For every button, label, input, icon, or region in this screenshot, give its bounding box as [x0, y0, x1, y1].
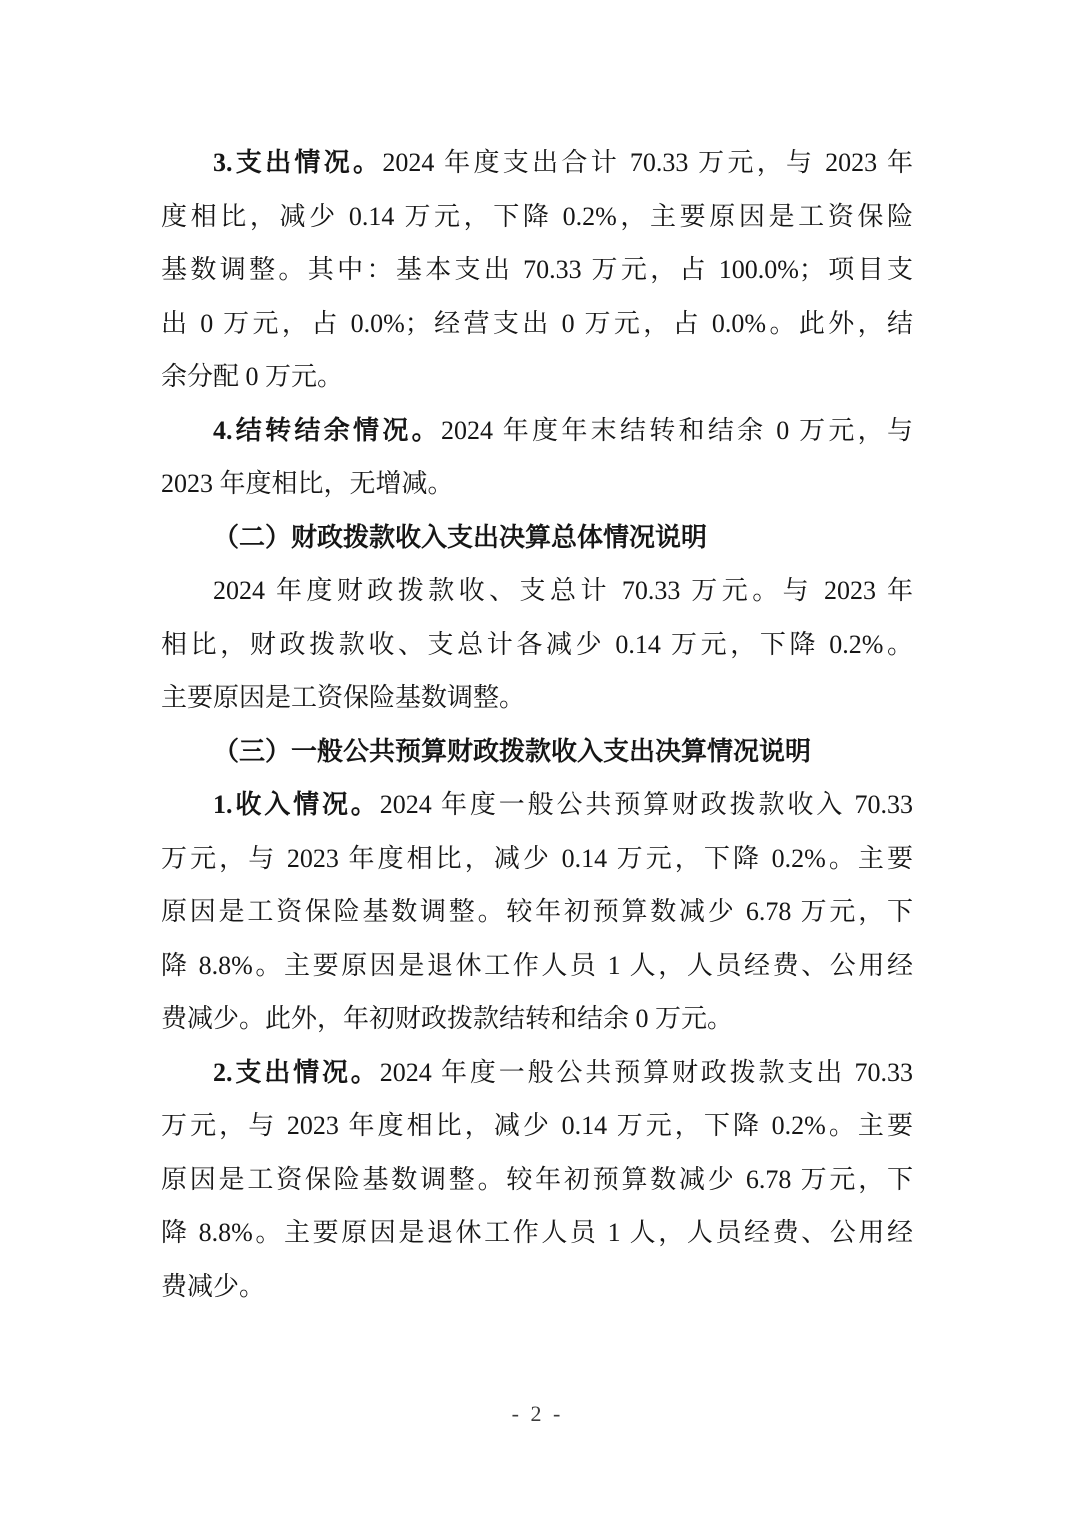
section-heading-block [161, 511, 913, 565]
text-line: 主要原因是工资保险基数调整。 [161, 683, 526, 712]
text-line: 基数调整。其中：基本支出 70.33 万元，占 100.0%；项目支 [161, 255, 913, 284]
paragraph-text: 2024 年度年末结转和结余 0 万元，与 [440, 415, 913, 445]
paragraph-block [161, 1046, 913, 1314]
text-line: 2024 年度财政拨款收、支总计 70.33 万元。与 2023 年 [213, 576, 913, 605]
paragraph-text: 2024 年度一般公共预算财政拨款收入 70.33 [379, 790, 913, 819]
section-heading: （三）一般公共预算财政拨款收入支出决算情况说明 [213, 736, 812, 766]
text-line: 费减少。 [161, 1271, 266, 1301]
text-line: 费减少。此外，年初财政拨款结转和结余 0 万元。 [161, 1004, 734, 1033]
section-heading-block [161, 725, 913, 779]
paragraph-block [161, 564, 913, 725]
paragraph-text: 2024 年度一般公共预算财政拨款支出 70.33 [379, 1057, 913, 1087]
text-line [161, 404, 913, 458]
text-line [161, 778, 913, 832]
text-line: 余分配 0 万元。 [161, 362, 344, 391]
paragraph-text: 2024 年度支出合计 70.33 万元，与 2023 年 [382, 148, 913, 177]
paragraph-block [161, 136, 913, 404]
text-line: 原因是工资保险基数调整。较年初预算数减少 6.78 万元，下 [161, 897, 913, 926]
page-number: - 2 - [511, 1401, 564, 1426]
text-line: 万元，与 2023 年度相比，减少 0.14 万元，下降 0.2%。主要 [161, 1111, 913, 1140]
paragraph-lead-bold: 4.结转结余情况。 [213, 415, 441, 445]
text-line [161, 1046, 913, 1100]
text-line [161, 136, 913, 190]
section-heading: （二）财政拨款收入支出决算总体情况说明 [213, 522, 708, 552]
text-line: 降 8.8%。主要原因是退休工作人员 1 人，人员经费、公用经 [161, 950, 913, 980]
text-line: 相比，财政拨款收、支总计各减少 0.14 万元，下降 0.2%。 [161, 629, 913, 659]
paragraph-block [161, 778, 913, 1046]
paragraph-lead-bold: 2.支出情况。 [213, 1057, 380, 1087]
text-line: 原因是工资保险基数调整。较年初预算数减少 6.78 万元，下 [161, 1164, 913, 1194]
paragraph-block [161, 404, 913, 511]
text-line: 度相比，减少 0.14 万元，下降 0.2%，主要原因是工资保险 [161, 201, 913, 231]
text-line: 2023 年度相比，无增减。 [161, 469, 454, 498]
text-line: 降 8.8%。主要原因是退休工作人员 1 人，人员经费、公用经 [161, 1218, 913, 1247]
text-line: 出 0 万元，占 0.0%；经营支出 0 万元，占 0.0%。此外，结 [161, 308, 913, 338]
page-footer [0, 1400, 1075, 1428]
text-line: 万元，与 2023 年度相比，减少 0.14 万元，下降 0.2%。主要 [161, 843, 913, 873]
paragraph-lead-bold: 3.支出情况。 [213, 148, 383, 177]
document-body [161, 136, 913, 1313]
paragraph-lead-bold: 1.收入情况。 [213, 790, 380, 819]
